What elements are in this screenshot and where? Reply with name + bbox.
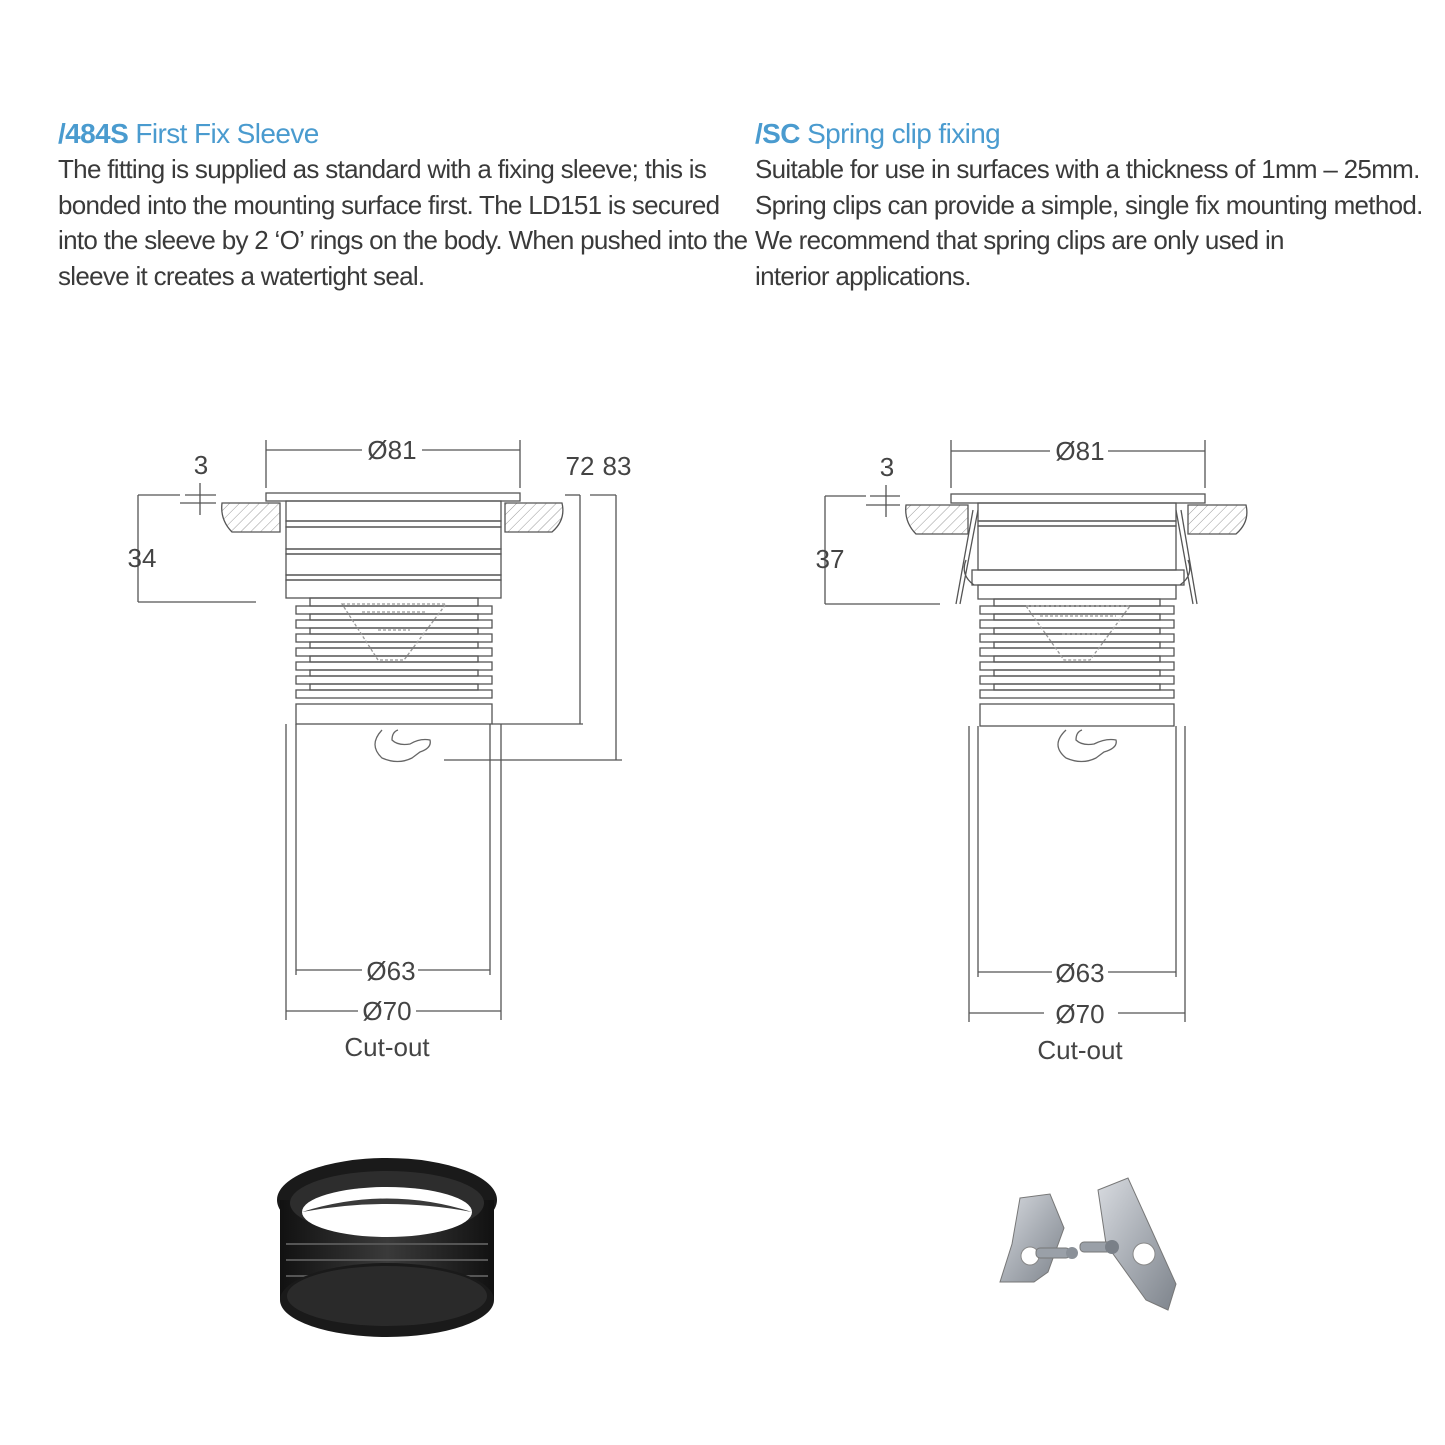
left-line: into the sleeve by 2 ‘O’ rings on the body. When pushed into the (58, 225, 748, 255)
spring-clips-image (1000, 1178, 1176, 1310)
right-top-dia: Ø81 (1055, 436, 1105, 466)
right-line: We recommend that spring clips are only used in (755, 225, 1284, 255)
right-line: Spring clips can provide a simple, single fix mounting method. (755, 189, 1423, 220)
right-line: interior applications. (755, 260, 971, 291)
right-body-dia: Ø63 (1055, 958, 1105, 988)
right-cut-dia: Ø70 (1055, 999, 1105, 1029)
left-flange-dim: 3 (193, 450, 209, 480)
right-flange-dim: 3 (879, 452, 895, 482)
left-line: The fitting is supplied as standard with a fixing sleeve; this is (58, 154, 707, 184)
sleeve-image (277, 1158, 497, 1337)
left-top-dia: Ø81 (367, 435, 417, 465)
left-title: First Fix Sleeve (135, 118, 319, 149)
right-line: Suitable for use in surfaces with a thickness of 1mm – 25mm. (755, 154, 1420, 184)
left-code: /484S (58, 118, 129, 149)
right-code: /SC (755, 118, 800, 149)
left-cut-label: Cut-out (344, 1032, 430, 1062)
right-depth-dim: 37 (815, 544, 845, 574)
left-body-dia: Ø63 (366, 956, 416, 986)
left-cut-dia: Ø70 (362, 996, 412, 1026)
right-title: Spring clip fixing (807, 118, 1001, 149)
left-depth-dim: 34 (127, 543, 157, 573)
left-line: sleeve it creates a watertight seal. (58, 260, 425, 291)
left-drawing (138, 440, 622, 1020)
left-line: bonded into the mounting surface first. The LD151 is secured (58, 189, 720, 220)
right-drawing (825, 440, 1247, 1022)
left-h2-dim: 83 (602, 451, 632, 481)
right-cut-label: Cut-out (1037, 1035, 1123, 1065)
left-h1-dim: 72 (565, 451, 595, 481)
